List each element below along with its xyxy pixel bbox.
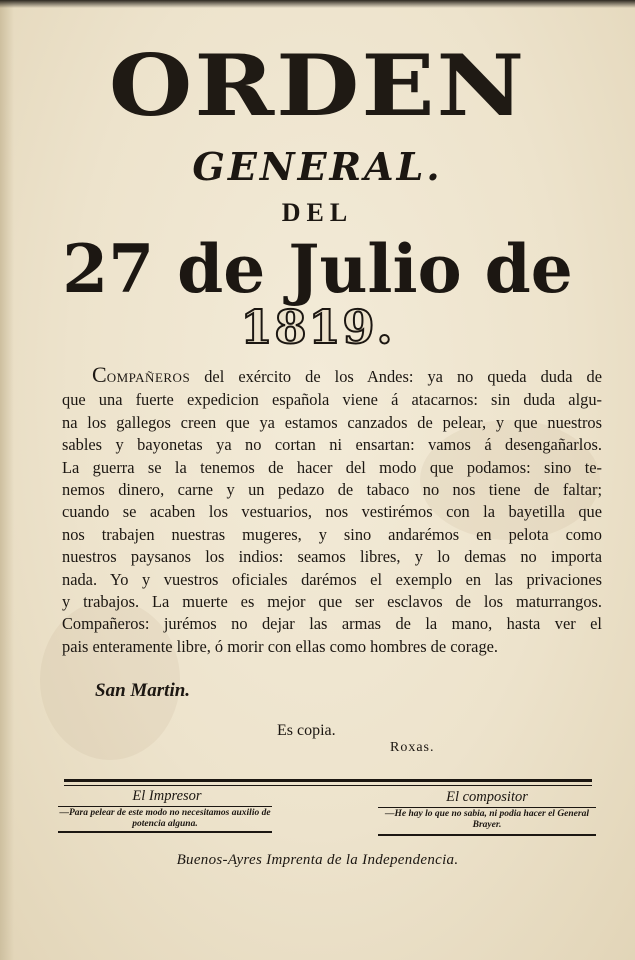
roxas-signature: Roxas. xyxy=(390,740,435,755)
text-line: nemos dinero, carne y un pedazo de tabaco no nos tiene de faltar; xyxy=(62,480,602,500)
footer-rule-top xyxy=(64,779,592,782)
text-line: cuando se acaben los vestuarios, nos vestirémos con la bayetilla que xyxy=(62,502,602,522)
text-line: sables y bayonetas ya no cortan ni ensartan: vamos á desengañarlos. xyxy=(62,435,602,455)
impresor-note-block xyxy=(58,808,272,830)
proclamation-text xyxy=(62,364,602,658)
opening-smallcaps: OMPAÑEROS xyxy=(106,370,191,385)
text-line-1-end: de los Andes: ya no queda duda de xyxy=(305,367,602,386)
opening-capital: C xyxy=(92,362,107,387)
text-line: Compañeros: jurémos no dejar las armas de la mano, hasta ver el xyxy=(62,614,602,634)
impresor-rule-bottom xyxy=(58,831,272,833)
impresor-note: —Para pelear de este modo no necesitamos auxilio de potencia alguna. xyxy=(59,808,271,829)
text-line-1 xyxy=(62,364,602,389)
text-line: que una fuerte expedicion española viene á atacarnos: sin duda algu- xyxy=(62,390,602,410)
compositor-note-block xyxy=(378,809,596,831)
opening-rest: del exército xyxy=(190,367,306,386)
impresor-rule xyxy=(58,806,272,807)
text-line: nada. Yo y vuestros oficiales darémos el exemplo en las privaciones xyxy=(62,569,602,589)
footer-compositor xyxy=(378,790,596,805)
text-line: nos trabajen nuestras mugeres, y sino andarémos en pelota como xyxy=(62,524,602,544)
compositor-note: —He hay lo que no sabia, ni podia hacer el General Brayer. xyxy=(385,809,589,830)
compositor-title: El compositor xyxy=(446,789,528,805)
text-line: La guerra se la tenemos de hacer del modo que podamos: sino te- xyxy=(62,457,602,477)
impresor-title: El Impresor xyxy=(132,788,202,804)
text-line: y trabajos. La muerte es mejor que ser esclavos de los maturrangos. xyxy=(62,592,602,612)
title-del: DEL xyxy=(281,198,354,227)
imprenta-line: Buenos-Ayres Imprenta de la Independencia. xyxy=(176,852,459,868)
text-line: nuestros paysanos los indios: seamos libres, y lo demas no importa xyxy=(62,547,602,567)
title-date: 27 de Julio de xyxy=(62,230,573,308)
compositor-rule-bottom xyxy=(378,834,596,836)
text-line: pais enteramente libre, ó morir con ellas como hombres de corage. xyxy=(62,636,499,656)
text-line: na los gallegos creen que ya estamos canzados de pelear, y que nuestros xyxy=(62,412,602,432)
footer-rule-top-thin xyxy=(64,785,592,786)
title-orden: ORDEN xyxy=(108,35,527,136)
title-general: GENERAL. xyxy=(192,144,443,189)
footer-impresor xyxy=(58,789,276,804)
title-year: 1819. xyxy=(240,300,395,354)
signature: San Martin. xyxy=(95,680,191,701)
es-copia: Es copia. xyxy=(277,722,336,739)
compositor-rule xyxy=(378,807,596,808)
